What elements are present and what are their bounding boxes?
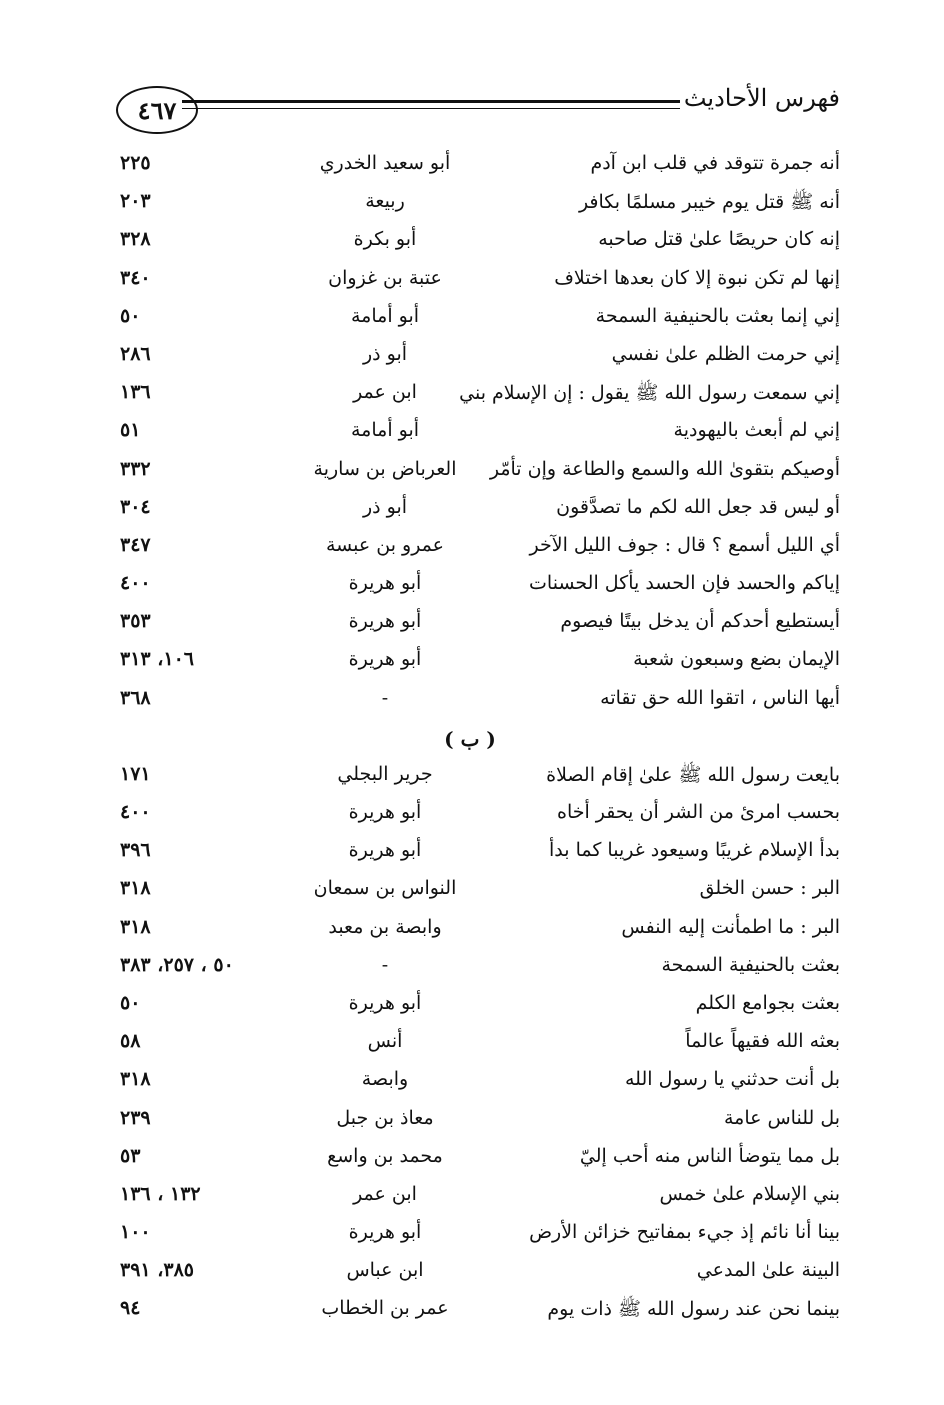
page-refs: ٣٩٦ bbox=[120, 839, 151, 862]
page-refs: ٣٣٢ bbox=[120, 457, 151, 480]
section-ba bbox=[100, 759, 840, 1332]
page-refs: ٥٠ ، ٢٥٧، ٣٨٣ bbox=[120, 953, 234, 976]
narrator-name: أبو بكرة bbox=[353, 228, 417, 251]
narrator-name: أبو ذر bbox=[362, 495, 408, 518]
index-row bbox=[100, 1255, 840, 1293]
hadith-text: بحسب امرئ من الشر أن يحقر أخاه bbox=[557, 801, 840, 823]
hadith-text: البينة علىٰ المدعي bbox=[696, 1259, 840, 1282]
index-row bbox=[100, 644, 840, 682]
index-row bbox=[100, 1026, 840, 1064]
page-refs: ٣٠٤ bbox=[120, 495, 151, 518]
index-row bbox=[100, 1103, 840, 1141]
narrator-name: أبو سعيد الخدري bbox=[319, 152, 451, 174]
narrator-name: - bbox=[381, 686, 389, 709]
narrator-name: جرير البجلي bbox=[337, 762, 433, 785]
running-title: فهرس الأحاديث bbox=[683, 84, 840, 112]
page-refs: ١٠٠ bbox=[120, 1221, 151, 1244]
page-refs: ٣٤٠ bbox=[120, 266, 151, 289]
index-row bbox=[100, 301, 840, 339]
narrator-name: أبو هريرة bbox=[348, 801, 422, 823]
page-refs: ٣٨٥، ٣٩١ bbox=[120, 1259, 194, 1282]
page-refs: ٢٨٦ bbox=[120, 342, 151, 365]
page-refs: ٥٠ bbox=[120, 991, 141, 1014]
hadith-text: بعثه الله فقيهاً عالماً bbox=[685, 1030, 840, 1053]
page-refs: ١٣٢ ، ١٣٦ bbox=[120, 1182, 201, 1205]
header-rule-thick bbox=[182, 100, 680, 103]
index-row bbox=[100, 415, 840, 453]
hadith-text: بينا أنا نائم إذ جيء بمفاتيح خزائن الأرض bbox=[529, 1221, 840, 1244]
narrator-name: ربيعة bbox=[365, 190, 405, 213]
page-refs: ٣٥٣ bbox=[120, 610, 151, 633]
hadith-text: البر : حسن الخلق bbox=[699, 877, 840, 900]
hadith-text: إنه كان حريصًا علىٰ قتل صاحبه bbox=[598, 228, 840, 251]
section-letter-ba: ( ب ) bbox=[444, 726, 496, 751]
index-row bbox=[100, 759, 840, 797]
page-refs: ٣١٨ bbox=[120, 915, 151, 938]
index-row bbox=[100, 492, 840, 530]
page-refs: ٩٤ bbox=[120, 1297, 141, 1320]
index-row bbox=[100, 454, 840, 492]
narrator-name: العرباض بن سارية bbox=[313, 457, 457, 480]
narrator-name: وابصة بن معبد bbox=[328, 915, 442, 938]
hadith-text: إياكم والحسد فإن الحسد يأكل الحسنات bbox=[529, 572, 840, 595]
narrator-name: أبو أمامة bbox=[350, 304, 420, 327]
page-refs: ١٣٦ bbox=[120, 381, 151, 404]
index-row bbox=[100, 377, 840, 415]
page-refs: ٥٣ bbox=[120, 1144, 141, 1167]
index-row bbox=[100, 224, 840, 262]
index-row bbox=[100, 263, 840, 301]
hadith-text: إني لم أبعث باليهودية bbox=[673, 419, 840, 442]
narrator-name: عمرو بن عبسة bbox=[325, 533, 445, 556]
index-row bbox=[100, 683, 840, 721]
index-row bbox=[100, 1293, 840, 1331]
narrator-name: ابن عباس bbox=[346, 1259, 424, 1282]
index-row bbox=[100, 912, 840, 950]
narrator-name: عتبة بن غزوان bbox=[328, 266, 442, 289]
index-row bbox=[100, 797, 840, 835]
narrator-name: أبو هريرة bbox=[348, 1221, 422, 1244]
index-row bbox=[100, 1217, 840, 1255]
page-refs: ١٠٦، ٣١٣ bbox=[120, 648, 194, 671]
page-refs: ٣١٨ bbox=[120, 877, 151, 900]
page-refs: ٥١ bbox=[120, 419, 141, 442]
hadith-text: الإيمان بضع وسبعون شعبة bbox=[633, 648, 840, 671]
page-refs: ١٧١ bbox=[120, 762, 151, 785]
page-refs: ٢٢٥ bbox=[120, 152, 151, 174]
index-row bbox=[100, 1141, 840, 1179]
narrator-name: أبو هريرة bbox=[348, 572, 422, 595]
hadith-text: بايعت رسول الله ﷺ علىٰ إقام الصلاة bbox=[546, 763, 840, 786]
narrator-name: معاذ بن جبل bbox=[336, 1106, 434, 1129]
hadith-text: أي الليل أسمع ؟ قال : جوف الليل الآخر bbox=[529, 533, 840, 556]
hadith-text: إنها لم تكن نبوة إلا كان بعدها اختلاف bbox=[554, 266, 840, 289]
hadith-text: إني سمعت رسول الله ﷺ يقول : إن الإسلام بني bbox=[459, 382, 840, 405]
hadith-text: بعثت بجوامع الكلم bbox=[695, 991, 840, 1014]
narrator-name: ابن عمر bbox=[353, 381, 417, 404]
hadith-text: أنه جمرة تتوقد في قلب ابن آدم bbox=[590, 152, 840, 174]
narrator-name: أبو أمامة bbox=[350, 419, 420, 442]
page-refs: ٥٠ bbox=[120, 304, 141, 327]
page-refs: ٣٤٧ bbox=[120, 533, 151, 556]
index-row bbox=[100, 606, 840, 644]
narrator-name: - bbox=[381, 953, 389, 976]
header-rule-thin bbox=[182, 108, 680, 109]
index-row bbox=[100, 1179, 840, 1217]
page-header bbox=[112, 78, 840, 138]
page-refs: ٢٣٩ bbox=[120, 1106, 151, 1129]
hadith-text: بعثت بالحنيفية السمحة bbox=[661, 953, 840, 976]
index-row bbox=[100, 568, 840, 606]
hadith-text: البر : ما اطمأنت إليه النفس bbox=[621, 915, 840, 938]
hadith-text: أيها الناس ، اتقوا الله حق تقاته bbox=[600, 686, 840, 709]
narrator-name: ابن عمر bbox=[353, 1182, 417, 1205]
header-rule bbox=[182, 100, 680, 114]
index-row bbox=[100, 988, 840, 1026]
narrator-name: عمر بن الخطاب bbox=[321, 1297, 449, 1320]
index-row bbox=[100, 530, 840, 568]
index-row bbox=[100, 186, 840, 224]
hadith-text: بدأ الإسلام غريبًا وسيعود غريبا كما بدأ bbox=[548, 839, 840, 862]
hadith-text: إني حرمت الظلم علىٰ نفسي bbox=[611, 342, 840, 365]
hadith-text: بل مما يتوضأ الناس منه أحب إليّ bbox=[579, 1144, 840, 1167]
index-row bbox=[100, 873, 840, 911]
page-refs: ٣٢٨ bbox=[120, 228, 151, 251]
hadith-text: أوصيكم بتقوىٰ الله والسمع والطاعة وإن تأمّر bbox=[489, 457, 840, 480]
page-refs: ٤٠٠ bbox=[120, 801, 151, 823]
page-refs: ٥٨ bbox=[120, 1030, 141, 1053]
hadith-text: أنه ﷺ قتل يوم خيبر مسلمًا بكافر bbox=[578, 191, 840, 214]
page-refs: ٢٠٣ bbox=[120, 190, 151, 213]
narrator-name: أبو ذر bbox=[362, 342, 408, 365]
narrator-name: أبو هريرة bbox=[348, 991, 422, 1014]
index-row bbox=[100, 950, 840, 988]
narrator-name: أنس bbox=[367, 1030, 403, 1053]
hadith-text: بني الإسلام علىٰ خمس bbox=[659, 1182, 840, 1205]
hadith-text: أيستطيع أحدكم أن يدخل بيتًا فيصوم bbox=[560, 610, 840, 633]
index-row bbox=[100, 339, 840, 377]
narrator-name: أبو هريرة bbox=[348, 839, 422, 862]
narrator-name: النواس بن سمعان bbox=[313, 877, 457, 900]
hadith-text: بينما نحن عند رسول الله ﷺ ذات يوم bbox=[547, 1298, 840, 1321]
narrator-name: محمد بن واسع bbox=[327, 1144, 443, 1167]
index-row bbox=[100, 148, 840, 186]
hadith-text: بل للناس عامة bbox=[723, 1106, 840, 1129]
page-refs: ٤٠٠ bbox=[120, 572, 151, 595]
narrator-name: أبو هريرة bbox=[348, 648, 422, 671]
section-alif bbox=[100, 148, 840, 721]
hadith-text: بل أنت حدثني يا رسول الله bbox=[624, 1068, 840, 1091]
page-number: ٤٦٧ bbox=[116, 86, 198, 134]
page-refs: ٣١٨ bbox=[120, 1068, 151, 1091]
hadith-text: أو ليس قد جعل الله لكم ما تصدَّقون bbox=[556, 495, 840, 518]
narrator-name: وابصة bbox=[361, 1068, 409, 1091]
hadith-text: إني إنما بعثت بالحنيفية السمحة bbox=[595, 304, 840, 327]
narrator-name: أبو هريرة bbox=[348, 610, 422, 633]
page-refs: ٣٦٨ bbox=[120, 686, 151, 709]
index-row bbox=[100, 835, 840, 873]
index-row bbox=[100, 1064, 840, 1102]
hadith-index bbox=[100, 148, 840, 1332]
